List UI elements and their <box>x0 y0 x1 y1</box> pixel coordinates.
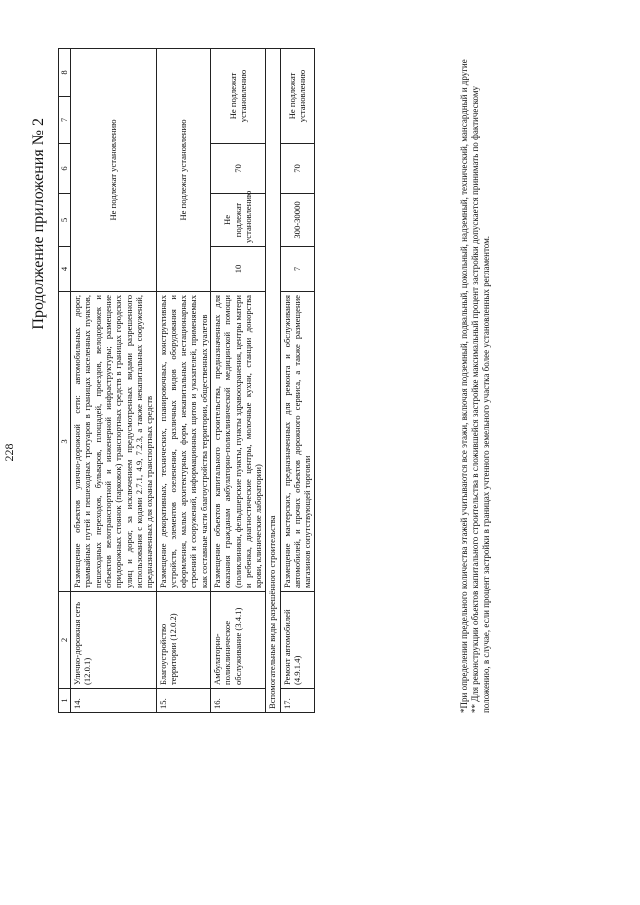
merged-value: Не подлежат установлению <box>156 49 211 292</box>
footnote: ** Для реконструкции объектов капитального строительства в сложившейся застройке максимальный процент застройки допускается принимать по фактическому положению, в случае, если процент застройки в границах учтенного земельного участка более установленных регламентом. <box>469 85 491 713</box>
use-description: Размещение объектов улично-дорожной сети: автомобильных дорог, трамвайных путей и пешеходных тротуаров в границах населенных пунктов, пешеходных переходов, бульваров, площадей, проездов, велодорожек и объектов велотранспортной и инженерной инфраструктуры; размещение придорожных стоянок (парковок) транспортных средств в границах городских улиц и дорог, за исключением предусмотренных видами разрешенного использования с кодами 2.7.1, 4.9, 7.2.3, а также некапитальных сооружений, предназначенных для охраны транспортных средств <box>71 292 157 592</box>
floors-value: 7 <box>280 247 314 292</box>
table-row <box>71 49 157 713</box>
header-cell: 4 <box>59 247 71 292</box>
row-number: 16. <box>211 689 266 713</box>
row-number: 15. <box>156 689 211 713</box>
use-description: Размещение декоративных, технических, планировочных, конструктивных устройств, элементов озеленения, различных видов оборудования и оформления, малых архитектурных форм, некапитальных нестационарных строений и сооружений, информационных щитов и указателей, применяемых как составные части благоустройства территории, общественных туалетов <box>156 292 211 592</box>
section-row <box>265 49 280 713</box>
use-name: Благоустройство территории (12.0.2) <box>156 592 211 689</box>
use-name: Ремонт автомобилей (4.9.1.4) <box>280 592 314 689</box>
row-number: 17. <box>280 689 314 713</box>
merged-value: Не подлежат установлению <box>71 49 157 292</box>
table-row <box>280 49 314 713</box>
use-name: Улично-дорожная сеть (12.0.1) <box>71 592 157 689</box>
header-cell: 2 <box>59 592 71 689</box>
header-cell: 1 <box>59 689 71 713</box>
header-cell: 3 <box>59 292 71 592</box>
footnote: *При определении предельного количества этажей учитываются все этажи, включая подземный, подвальный, цокольный, надземный, технический, мансардный и другие <box>459 59 469 713</box>
merged-value: Не подлежат установлению <box>211 49 266 144</box>
header-row <box>59 49 71 713</box>
section-title: Вспомогательные виды разрешённого строительства <box>265 49 280 713</box>
floors-value: 10 <box>211 247 266 292</box>
table-row <box>156 49 211 713</box>
header-cell: 5 <box>59 194 71 247</box>
use-description: Размещение мастерских, предназначенных для ремонта и обслуживания автомобилей, и прочих объектов дорожного сервиса, а также размещение магазинов сопутствующей торговли <box>280 292 314 592</box>
plot-area-value: 300-30000 <box>280 194 314 247</box>
coverage-value: 70 <box>280 144 314 194</box>
zoning-table <box>58 48 315 713</box>
row-number: 14. <box>71 689 157 713</box>
merged-value: Не подлежат установлению <box>280 49 314 144</box>
table-row <box>211 49 266 713</box>
use-name: Амбулаторно-поликлиническое обслуживание (3.4.1) <box>211 592 266 689</box>
plot-area-value: Не подлежат установлению <box>211 194 266 247</box>
coverage-value: 70 <box>211 144 266 194</box>
header-cell: 6 <box>59 144 71 194</box>
footnotes <box>459 49 491 713</box>
continuation-heading: Продолжение приложения № 2 <box>30 118 47 330</box>
use-description: Размещение объектов капитального строительства, предназначенных для оказания гражданам амбулаторно-поликлинической медицинской помощи (поликлиники, фельдшерские пункты, пункты здравоохранения, центры матери и ребенка, диагностические центры, молочные кухни, станции донорства крови, клинические лаборатории) <box>211 292 266 592</box>
page-number: 228 <box>2 443 16 462</box>
header-cell: 8 <box>59 49 71 97</box>
header-cell: 7 <box>59 97 71 144</box>
